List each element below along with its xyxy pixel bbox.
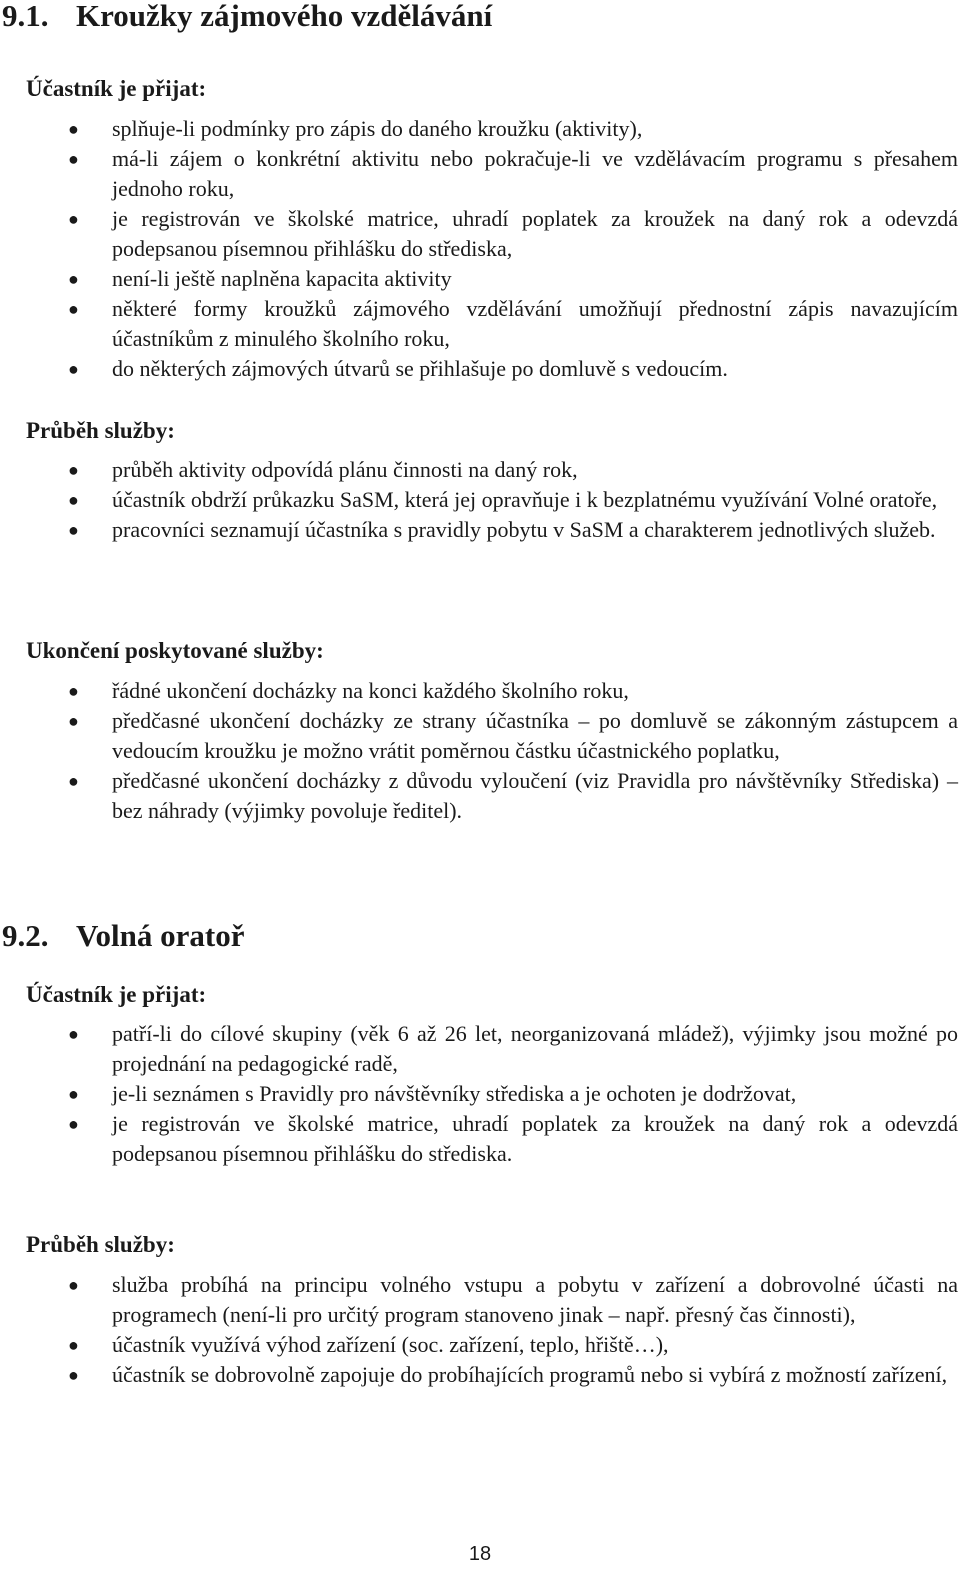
list-item: ● průběh aktivity odpovídá plánu činnosti na daný rok, [66, 455, 958, 485]
chapter-heading-9-2 [2, 918, 245, 954]
bullet-icon: ● [68, 269, 79, 289]
bullet-icon: ● [68, 1024, 79, 1044]
chapter-number: 9.1. [2, 0, 49, 33]
section-heading-termination: Ukončení poskytované služby: [26, 638, 324, 663]
section-heading-acceptance: Účastník je přijat: [26, 76, 207, 101]
bullet-icon: ● [68, 681, 79, 701]
bullet-icon: ● [68, 771, 79, 791]
list-item: ● předčasné ukončení docházky z důvodu vyloučení (viz Pravidla pro návštěvníky Střediska) – bez náhrady (výjimky povoluje ředitel). [68, 768, 958, 823]
bullet-icon: ● [68, 520, 79, 540]
list-item: ● do některých zájmových útvarů se přihlašuje po domluvě s vedoucím. [66, 354, 958, 384]
list-item: ● účastník obdrží průkazku SaSM, která jej opravňuje i k bezplatnému využívání Volné oratoře, [66, 485, 958, 515]
chapter-title: Kroužky zájmového vzdělávání [76, 0, 493, 33]
bullet-icon: ● [68, 1275, 79, 1295]
list-item: ● má-li zájem o konkrétní aktivitu nebo pokračuje-li ve vzdělávacím programu s přesahem jednoho roku, [68, 146, 958, 201]
acceptance-list [66, 1019, 958, 1169]
acceptance-list [66, 114, 958, 384]
list-item: ● některé formy kroužků zájmového vzdělávání umožňují přednostní zápis navazujícím účastníkům z minulého školního roku, [68, 296, 958, 351]
bullet-icon: ● [68, 299, 79, 319]
bullet-icon: ● [68, 1114, 79, 1134]
list-item: ● řádné ukončení docházky na konci každého školního roku, [66, 676, 958, 706]
list-item: ● je registrován ve školské matrice, uhradí poplatek za kroužek na daný rok a odevzdá podepsanou písemnou přihlášku do střediska, [68, 206, 958, 261]
bullet-icon: ● [68, 490, 79, 510]
section-heading-course: Průběh služby: [26, 1232, 175, 1257]
list-item: ● splňuje-li podmínky pro zápis do daného kroužku (aktivity), [66, 114, 958, 144]
bullet-icon: ● [68, 119, 79, 139]
list-item: ● je registrován ve školské matrice, uhradí poplatek za kroužek na daný rok a odevzdá podepsanou písemnou přihlášku do střediska. [68, 1111, 958, 1166]
bullet-icon: ● [68, 711, 79, 731]
course-list [66, 455, 958, 545]
bullet-icon: ● [68, 1084, 79, 1104]
bullet-icon: ● [68, 359, 79, 379]
list-item: ● předčasné ukončení docházky ze strany účastníka – po domluvě se zákonným zástupcem a vedoucím kroužku je možno vrátit poměrnou částku účastnického poplatku, [68, 708, 958, 763]
list-item: ● není-li ještě naplněna kapacita aktivity [66, 264, 958, 294]
section-heading-acceptance: Účastník je přijat: [26, 982, 207, 1007]
bullet-icon: ● [68, 460, 79, 480]
list-item: ● účastník využívá výhod zařízení (soc. zařízení, teplo, hřiště…), [66, 1330, 958, 1360]
chapter-number: 9.2. [2, 918, 49, 953]
chapter-heading-9-1 [2, 0, 492, 34]
list-item: ● patří-li do cílové skupiny (věk 6 až 26 let, neorganizovaná mládež), výjimky jsou možné po projednání na pedagogické radě, [68, 1021, 958, 1076]
bullet-icon: ● [68, 1365, 79, 1385]
section-heading-course: Průběh služby: [26, 418, 175, 443]
course-list [66, 1270, 958, 1390]
page-number: 18 [468, 1543, 492, 1565]
bullet-icon: ● [68, 209, 79, 229]
list-item: ● je-li seznámen s Pravidly pro návštěvníky střediska a je ochoten je dodržovat, [66, 1079, 958, 1109]
termination-list [66, 676, 958, 826]
list-item: ● účastník se dobrovolně zapojuje do probíhajících programů nebo si vybírá z možností zařízení, [66, 1360, 958, 1390]
list-item: ● služba probíhá na principu volného vstupu a pobytu v zařízení a dobrovolné účasti na programech (není-li pro určitý program stanoveno jinak – např. přesný čas činnosti), [68, 1272, 958, 1327]
list-item: ● pracovníci seznamují účastníka s pravidly pobytu v SaSM a charakterem jednotlivých služeb. [66, 515, 958, 545]
bullet-icon: ● [68, 149, 79, 169]
chapter-title: Volná oratoř [76, 918, 245, 953]
bullet-icon: ● [68, 1335, 79, 1355]
